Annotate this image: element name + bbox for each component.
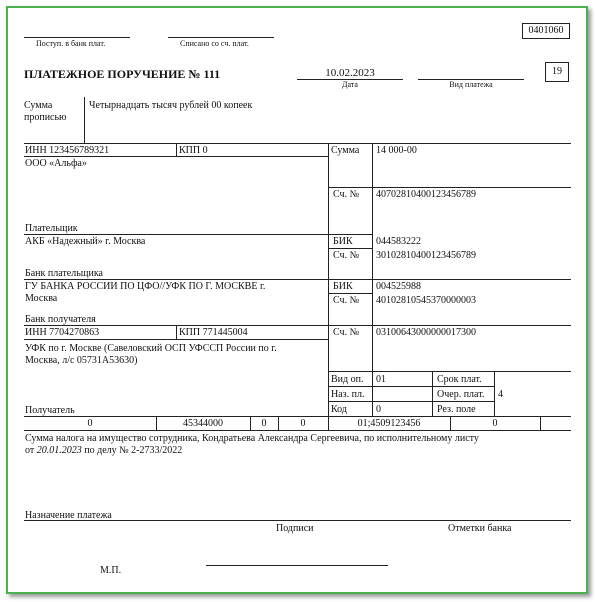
payer-bank-label: Банк плательщика xyxy=(25,268,103,279)
grid-line-bik-2 xyxy=(328,293,372,294)
recipient-bank-bik: 004525988 xyxy=(376,281,421,292)
debited-label: Списано со сч. плат. xyxy=(180,39,249,48)
grid-line-bik-1 xyxy=(328,248,372,249)
tax-field-4: 0 xyxy=(300,418,306,429)
payer-bank-account: 30102810400123456789 xyxy=(376,250,476,261)
status-code-box xyxy=(545,62,569,82)
document-title: ПЛАТЕЖНОЕ ПОРУЧЕНИЕ № 111 xyxy=(24,67,221,81)
recipient-bank-name-2: Москва xyxy=(25,293,58,304)
grid-line-inn xyxy=(24,156,328,157)
op-type-value: 01 xyxy=(376,374,386,385)
purpose-line-2-case: 2-2733/2022 xyxy=(131,445,183,456)
tax-field-3: 0 xyxy=(261,418,267,429)
grid-v-op-b xyxy=(494,371,495,416)
payer-name: ООО «Альфа» xyxy=(25,158,87,169)
reserve-label: Рез. поле xyxy=(437,404,476,415)
payer-inn: ИНН 123456789321 xyxy=(25,145,110,156)
recipient-bank-label: Банк получателя xyxy=(25,314,96,325)
payment-type-label: Вид платежа xyxy=(449,80,493,89)
payer-bank-account-label: Сч. № xyxy=(333,250,360,261)
payer-bank-bik-label: БИК xyxy=(333,236,353,247)
payer-amount: 14 000-00 xyxy=(376,145,417,156)
recipient-account: 03100643000000017300 xyxy=(376,327,476,338)
grid-v-kpp-2 xyxy=(176,325,177,339)
signatures-label: Подписи xyxy=(276,523,314,534)
document-date: 10.02.2023 xyxy=(325,67,375,79)
purpose-line-2-mid: по делу № xyxy=(81,445,132,456)
recipient-label: Получатель xyxy=(25,405,75,416)
priority-label: Очер. плат. xyxy=(437,389,485,400)
tax-field-1: 0 xyxy=(87,418,93,429)
payer-kpp: КПП 0 xyxy=(179,145,208,156)
received-label: Поступ. в банк плат. xyxy=(36,39,106,48)
recipient-bank-account-label: Сч. № xyxy=(333,295,360,306)
form-code: 0401060 xyxy=(528,25,564,36)
date-label: Дата xyxy=(342,80,358,89)
grid-line-top xyxy=(24,143,571,144)
grid-line-tax-bottom xyxy=(24,430,571,431)
document-frame xyxy=(6,6,588,594)
tax-field-2: 45344000 xyxy=(183,418,223,429)
purpose-line-2 xyxy=(25,445,182,456)
grid-line-recipient-inn xyxy=(24,325,571,326)
purpose-label: Назначение платежа xyxy=(25,510,112,521)
debited-line xyxy=(168,37,274,38)
purpose-bottom-line xyxy=(24,520,571,521)
payer-account-label: Сч. № xyxy=(333,189,360,200)
payer-bank-name: АКБ «Надежный» г. Москва xyxy=(25,236,146,247)
amount-words-label-1: Сумма xyxy=(24,100,53,111)
stamp-label: М.П. xyxy=(100,565,122,576)
amount-words-label-2: прописью xyxy=(24,112,67,123)
code-value: 0 xyxy=(376,404,381,415)
grid-line-recipient-kpp xyxy=(24,339,328,340)
purpose-line-2-date: 20.01.2023 xyxy=(36,445,82,456)
payer-label: Плательщик xyxy=(25,223,78,234)
payment-term-label: Срок плат. xyxy=(437,374,482,385)
grid-v-tax-6 xyxy=(540,416,541,430)
amount-words-divider xyxy=(84,97,85,143)
purpose-line-1: Сумма налога на имущество сотрудника, Кондратьева Александра Сергеевича, по исполнительному листу xyxy=(25,433,479,444)
purpose-code-label: Наз. пл. xyxy=(331,389,365,400)
tax-field-5: 01;4509123456 xyxy=(357,418,421,429)
recipient-bank-account: 40102810545370000003 xyxy=(376,295,476,306)
grid-line-recipient-bank xyxy=(24,279,571,280)
payer-amount-label: Сумма xyxy=(331,145,360,156)
payer-account: 40702810400123456789 xyxy=(376,189,476,200)
grid-line-payer-bank xyxy=(24,234,372,235)
grid-v-kpp-1 xyxy=(176,143,177,156)
priority-value: 4 xyxy=(498,389,503,400)
recipient-name-2: Москва, л/с 05731А53630) xyxy=(25,355,138,366)
grid-line-operation xyxy=(328,371,571,372)
payer-bank-bik: 044583222 xyxy=(376,236,421,247)
grid-line-op-2 xyxy=(328,401,494,402)
status-code: 19 xyxy=(552,66,562,77)
grid-line-account-1 xyxy=(328,187,571,188)
received-line xyxy=(24,37,130,38)
tax-field-6: 0 xyxy=(492,418,498,429)
op-type-label: Вид оп. xyxy=(331,374,364,385)
recipient-bank-bik-label: БИК xyxy=(333,281,353,292)
signature-line xyxy=(206,565,388,566)
grid-v-op-a xyxy=(432,371,433,416)
bank-marks-label: Отметки банка xyxy=(448,523,512,534)
grid-line-tax-top xyxy=(24,416,571,417)
code-label: Код xyxy=(331,404,347,415)
grid-line-op-1 xyxy=(328,386,494,387)
recipient-bank-name-1: ГУ БАНКА РОССИИ ПО ЦФО//УФК ПО Г. МОСКВЕ г. xyxy=(25,281,266,292)
amount-words-value: Четырнадцать тысяч рублей 00 копеек xyxy=(89,100,253,111)
recipient-inn: ИНН 7704270863 xyxy=(25,327,100,338)
recipient-account-label: Сч. № xyxy=(333,327,360,338)
form-code-box xyxy=(522,23,570,39)
recipient-kpp: КПП 771445004 xyxy=(179,327,248,338)
recipient-name-1: УФК по г. Москве (Савеловский ОСП УФССП России по г. xyxy=(25,343,277,354)
purpose-line-2-prefix: от xyxy=(25,445,37,456)
